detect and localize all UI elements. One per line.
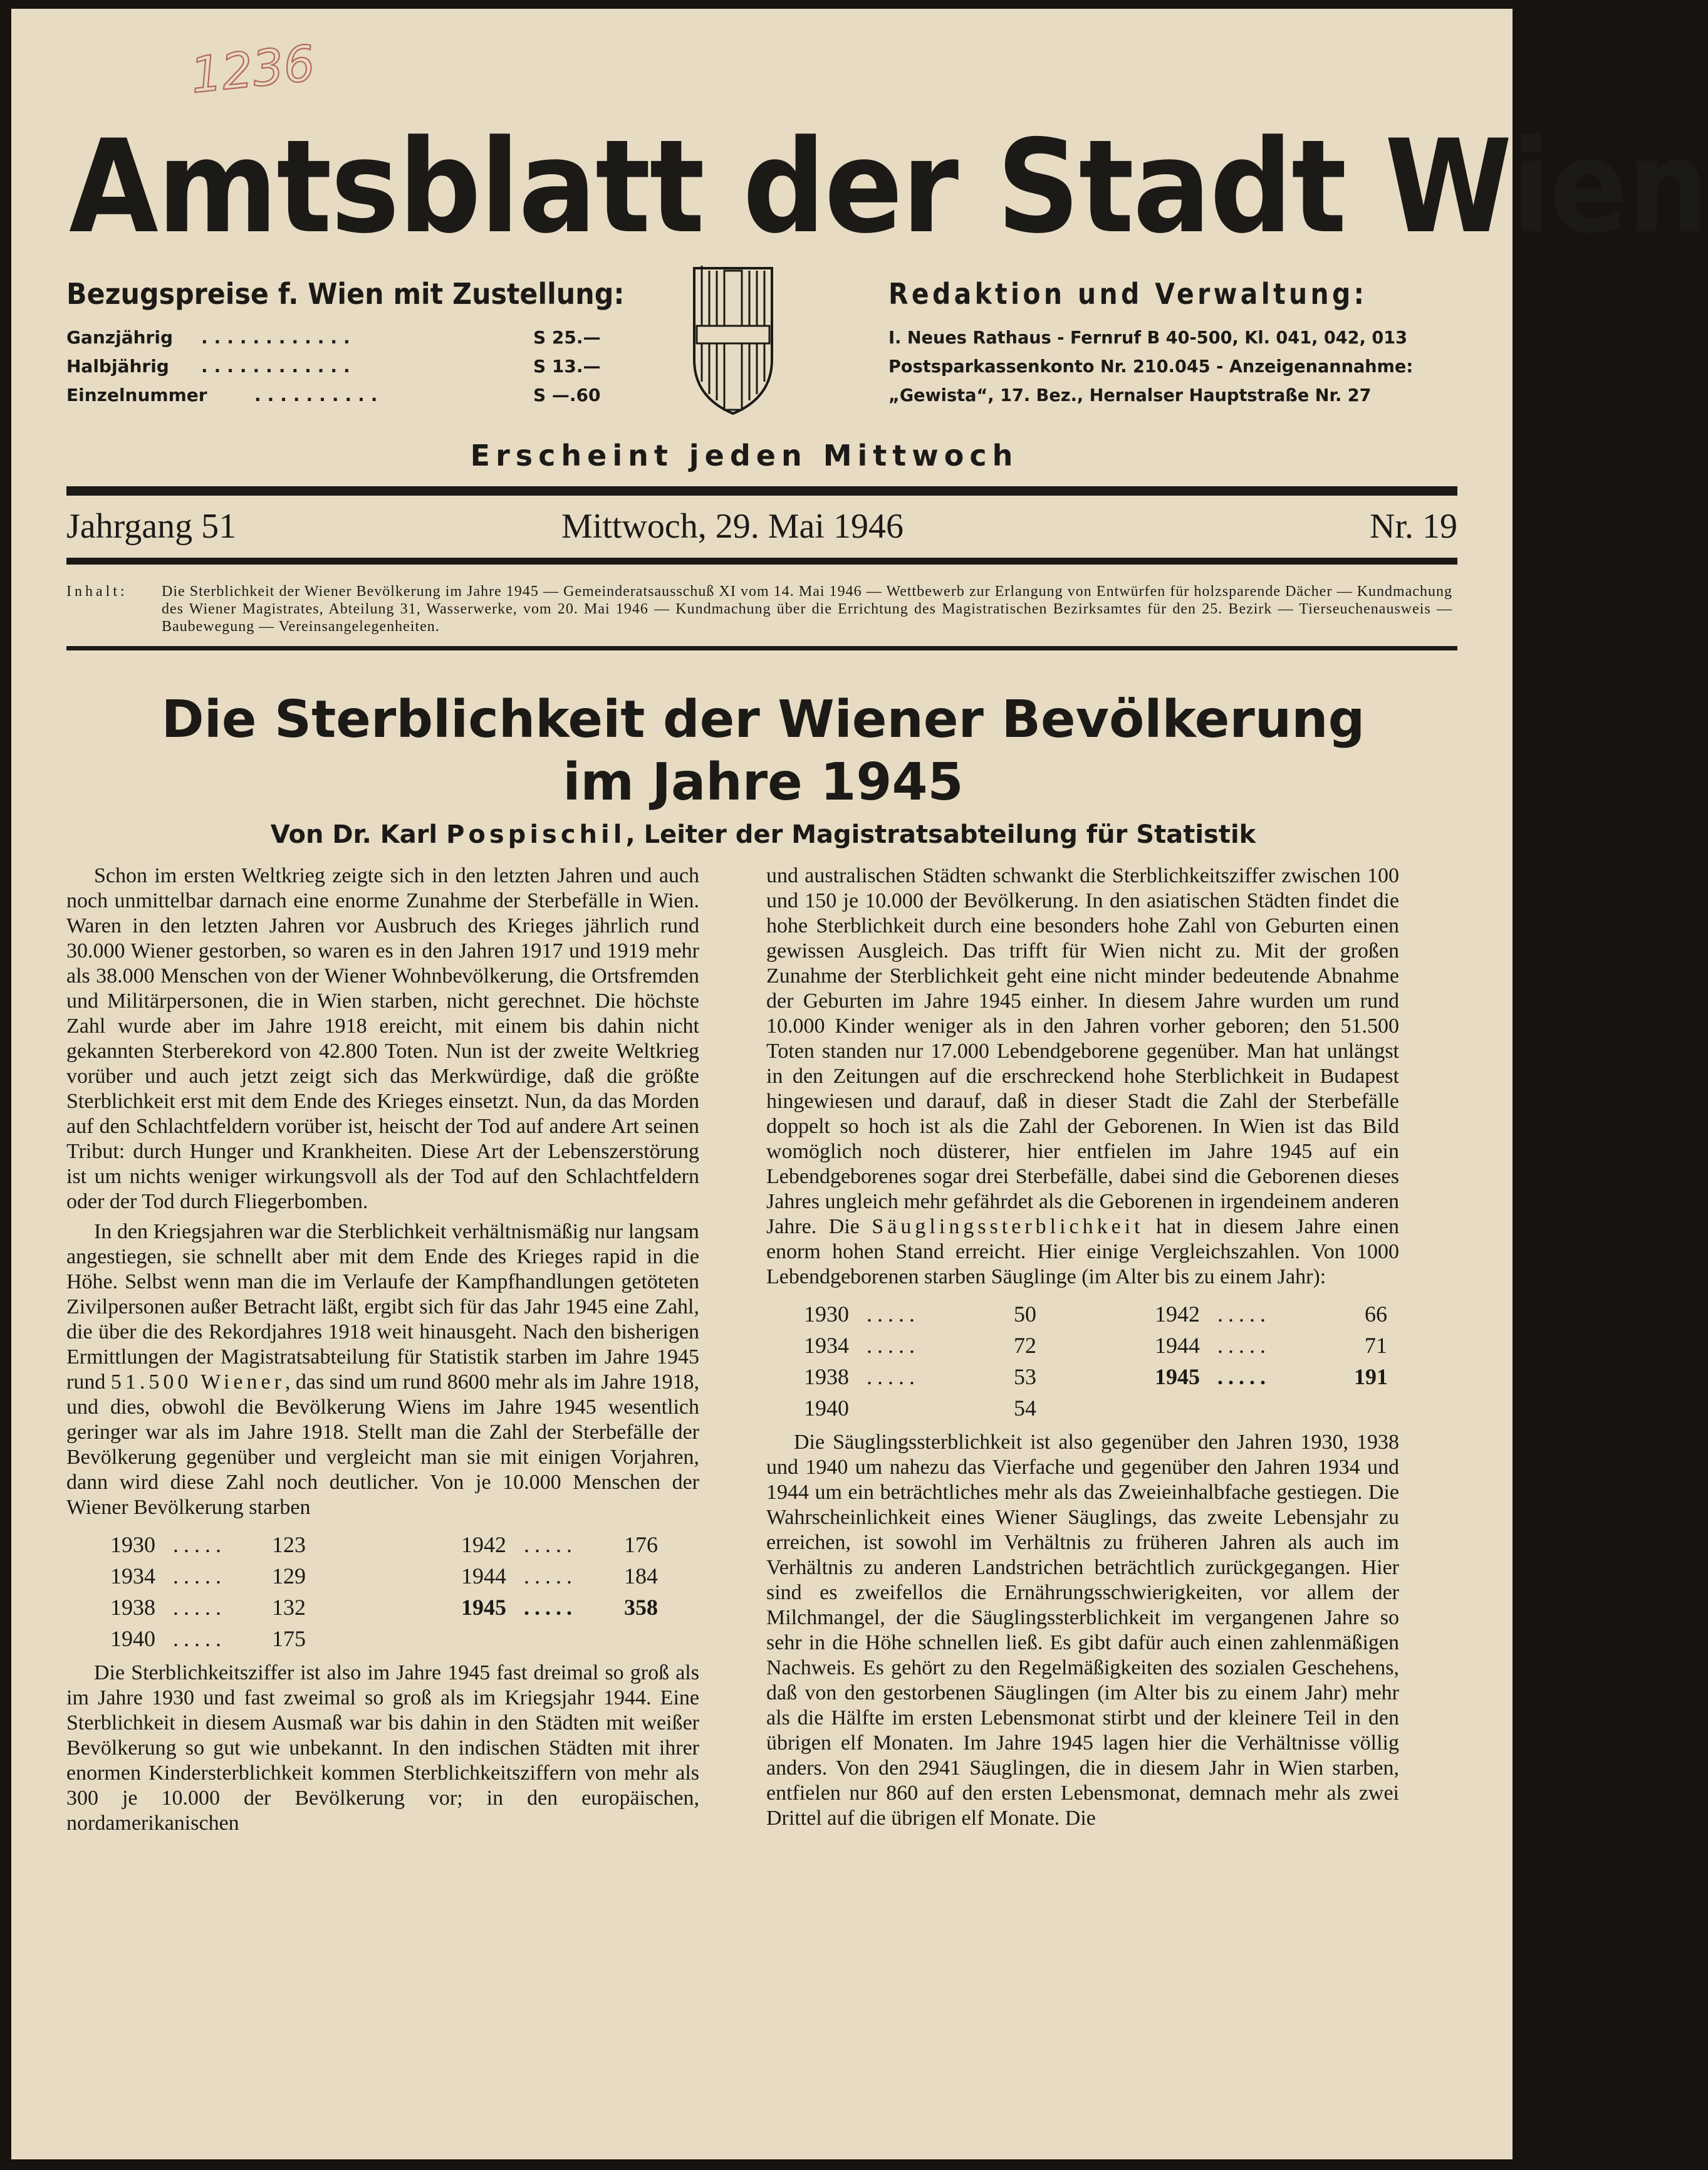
paragraph: Schon im ersten Weltkrieg zeigte sich in den letzten Jahren und auch noch unmittelbar darnach eine enorme Zunahme der Sterbefälle in Wien. Waren in den letzten Jahren vor Ausbruch des Krieges jährlich rund 30.000 Wiener gestorben, so waren es in den Jahren 1917 und 1919 mehr als 38.000 Menschen von der Wiener Wohnbevölkerung, die Ortsfremden und Militärpersonen, die in Wien starben, nicht gerechnet. Die höchste Zahl wurde aber im Jahre 1918 ereicht, mit einem bis dahin nicht gekannten Sterberekord von 42.800 Toten. Nun ist der zweite Weltkrieg vorüber und auch jetzt zeigt sich das Merkwürdige, daß die größte Sterblichkeit erst mit dem Ende des Krieges einsetzt. Nun, da das Morden auf den Schlachtfeldern vorüber ist, heischt der Tod auf andere Art seinen Tribut: durch Hunger und Krankheiten. Diese Art der Lebenszerstörung ist um nichts weniger wirkungsvoll als der Tod auf den Schlachtfeldern oder der Tod durch Fliegerbomben. <box>66 864 699 1213</box>
subscription-title: Bezugspreise f. Wien mit Zustellung: <box>66 277 625 311</box>
value-cell: 71 <box>1365 1333 1387 1358</box>
price-dots: ............ <box>201 356 357 377</box>
dots: ..... <box>867 1301 920 1327</box>
year-cell: 1944 <box>461 1563 506 1588</box>
year-cell: 1938 <box>110 1595 155 1620</box>
year-cell: 1945 <box>1155 1364 1200 1389</box>
year-cell: 1930 <box>804 1301 849 1327</box>
dots: ..... <box>524 1563 577 1588</box>
price-label: Halbjährig <box>66 356 169 377</box>
paragraph <box>766 863 1399 1290</box>
value-cell: 191 <box>1354 1364 1388 1389</box>
year-cell: 1945 <box>461 1595 506 1620</box>
dots: ..... <box>524 1595 577 1620</box>
price-row <box>66 381 604 410</box>
contents-text: Die Sterblichkeit der Wiener Bevölkerung im Jahre 1945 — Gemeinderatsausschuß XI vom 14. Mai 1946 — Wettbewerb zur Erlangung von Entwürfen für holzsparende Dächer — Kundmachung des Wiener Magistrates, Abteilung 31, Wasserwerke, vom 20. Mai 1946 — Kundmachung über die Errichtung des Magistratischen Bezirksamtes für den 25. Bezirk — Tierseuchenausweis — Baubewegung — Vereinsangelegenheiten. <box>162 583 1452 635</box>
value-cell: 66 <box>1365 1301 1387 1327</box>
pencil-archive-number <box>187 31 350 105</box>
contents-bottom-rule <box>66 646 1457 650</box>
year-cell: 1940 <box>804 1395 849 1421</box>
year-cell: 1940 <box>110 1626 155 1651</box>
price-label: Ganzjährig <box>66 327 173 348</box>
year-cell: 1944 <box>1155 1333 1200 1358</box>
year-cell: 1942 <box>461 1532 506 1557</box>
headline-line: im Jahre 1945 <box>563 753 964 812</box>
dots: ..... <box>173 1532 226 1557</box>
dots: ..... <box>1217 1301 1271 1327</box>
volume-number: Jahrgang 51 <box>66 507 237 546</box>
value-cell: 129 <box>272 1563 306 1588</box>
emphasis-text: 51.500 Wiener <box>110 1370 285 1394</box>
value-cell: 176 <box>624 1532 658 1557</box>
price-dots: ............ <box>201 327 357 348</box>
article-column-left <box>66 863 699 1836</box>
article-headline <box>49 689 1477 814</box>
price-value: S 25.— <box>533 327 601 348</box>
contents-top-rule <box>66 558 1457 565</box>
svg-text:1236: 1236 <box>187 35 318 105</box>
editorial-line: I. Neues Rathaus - Fernruf B 40-500, Kl. 041, 042, 013 <box>888 327 1408 348</box>
editorial-line: Postsparkassenkonto Nr. 210.045 - Anzeigenannahme: <box>888 356 1414 377</box>
author-name: Pospischil <box>446 820 626 849</box>
paragraph-text: In den Kriegsjahren war die Sterblichkeit verhältnismäßig nur langsam angestiegen, sie schnellt aber mit dem Ende des Krieges rapid in die Höhe. Selbst wenn man die im Verlaufe der Kampfhandlungen getöteten Zivilpersonen außer Betracht läßt, ergibt sich für das Jahr 1945 eine Zahl, die über die des Rekordjahres 1918 weit hinausgeht. Nach den bisherigen Ermittlungen der Magistratsabteilung für Statistik starben im Jahre 1945 rund <box>66 1220 699 1394</box>
paragraph-text: und australischen Städten schwankt die Sterblichkeitsziffer zwischen 100 und 150 je 10.000 der Bevölkerung. In den asiatischen Städten findet die hohe Sterblichkeit durch eine besonders hohe Zahl von Geburten einen gewissen Ausgleich. Das trifft für Wien nicht zu. Mit der großen Zunahme der Sterblichkeit geht eine nicht minder bedeutende Abnahme der Geburten im Jahre 1945 einher. In diesem Jahre wurden um rund 10.000 Kinder weniger als in den Jahren vorher geboren; den 51.500 Toten standen nur 17.000 Lebendgeborene gegenüber. Man hat unlängst in den Zeitungen auf die erschreckend hohe Sterblichkeit in Budapest hingewiesen und darauf, daß in dieser Stadt die Zahl der Sterbefälle doppelt so hoch ist als die Zahl der Geborenen. In Wien ist das Bild womöglich noch düsterer, hier entfielen im Jahre 1945 auf ein Lebendgeborenes sogar drei Sterbefälle, dabei sind die Geborenen dieses Jahres ungleich mehr gefährdet als die Geborenen in irgendeinem anderen Jahre. Die <box>766 864 1399 1238</box>
dots: ..... <box>867 1333 920 1358</box>
price-row <box>66 352 604 381</box>
article-column-right <box>766 863 1399 1831</box>
paragraph <box>66 1219 699 1520</box>
value-cell: 358 <box>624 1595 658 1620</box>
byline-prefix: Von Dr. Karl <box>270 820 438 849</box>
dots: ..... <box>1217 1333 1271 1358</box>
infant-mortality-table <box>766 1298 1399 1424</box>
price-value: S —.60 <box>533 385 601 405</box>
value-cell: 175 <box>272 1626 306 1651</box>
publication-frequency: Erscheint jeden Mittwoch <box>470 439 1019 472</box>
editorial-title: Redaktion und Verwaltung: <box>888 277 1368 311</box>
year-cell: 1930 <box>110 1532 155 1557</box>
value-cell: 184 <box>624 1563 658 1588</box>
issue-number: Nr. 19 <box>1370 507 1457 546</box>
year-cell: 1938 <box>804 1364 849 1389</box>
paragraph-text: , das sind um rund 8600 mehr als im Jahre 1918, und dies, obwohl die Bevölkerung Wiens im Jahre 1945 wesentlich geringer war als im Jahre 1918. Stellt man die Zahl der Sterbefälle der Bevölkerung gegenüber und vergleicht man sie mit einigen Vorjahren, dann wird diese Zahl noch deutlicher. Von je 10.000 Menschen der Wiener Bevölkerung starben <box>66 1370 699 1519</box>
value-cell: 53 <box>1014 1364 1036 1389</box>
masthead-title: Amtsblatt der Stadt Wien <box>69 113 1708 262</box>
emphasis-text: Säuglingssterblichkeit <box>872 1215 1144 1238</box>
value-cell: 123 <box>272 1532 306 1557</box>
headline-line: Die Sterblichkeit der Wiener Bevölkerung <box>161 690 1365 749</box>
editorial-line: „Gewista“, 17. Bez., Hernalser Hauptstraße Nr. 27 <box>888 385 1372 405</box>
value-cell: 72 <box>1014 1333 1036 1358</box>
dots: ..... <box>173 1626 226 1651</box>
paragraph-text: hat in diesem Jahre einen enorm hohen Stand erreicht. Hier einige Vergleichszahlen. Von 1000 Lebendgeborenen starben Säuglinge (im Alter bis zu einem Jahr): <box>766 1215 1399 1288</box>
byline-suffix: , Leiter der Magistratsabteilung für Statistik <box>625 820 1256 849</box>
price-label: Einzelnummer <box>66 385 207 405</box>
dateline <box>66 501 1457 551</box>
newspaper-page <box>11 9 1708 2159</box>
value-cell: 50 <box>1014 1301 1036 1327</box>
top-rule <box>66 486 1457 496</box>
value-cell: 132 <box>272 1595 306 1620</box>
dots: ..... <box>867 1364 920 1389</box>
dots: ..... <box>173 1563 226 1588</box>
contents-label: Inhalt: <box>66 583 128 600</box>
paragraph: Die Säuglingssterblichkeit ist also gegenüber den Jahren 1930, 1938 und 1940 um nahezu das Vierfache und gegenüber den Jahren 1934 und 1944 um ein beträchtliches mehr als das Zweieinhalbfache gestiegen. Die Wahrscheinlichkeit eines Wiener Säuglings, das zweite Lebensjahr zu erreichen, ist sowohl im Verhältnis zu früheren Jahren als auch im Verhältnis zu anderen Landstrichen beträchtlich zurückgegangen. Hier sind es zweifellos die Ernährungsschwierigkeiten, vor allem der Milchmangel, der die Säuglingssterblichkeit im vergangenen Jahre so sehr in die Höhe schnellen ließ. Es gibt dafür auch einen zahlenmäßigen Nachweis. Es gehört zu den Regelmäßigkeiten des sozialen Geschehens, daß von den gestorbenen Säuglingen (im Alter bis zu einem Jahr) mehr als die Hälfte im ersten Lebensmonat stirbt und der kleinere Teil in den übrigen elf Monaten. Im Jahre 1945 lagen hier die Verhältnisse völlig anders. Von den 2941 Säuglingen, die in diesem Jahr in Wien starben, entfielen nur 860 auf den ersten Lebensmonat, demnach mehr als zwei Drittel auf die übrigen elf Monate. Die <box>766 1431 1399 1830</box>
dots: ..... <box>524 1532 577 1557</box>
article-byline <box>49 817 1477 852</box>
year-cell: 1942 <box>1155 1301 1200 1327</box>
year-cell: 1934 <box>804 1333 849 1358</box>
paragraph: Die Sterblichkeitsziffer ist also im Jahre 1945 fast dreimal so groß als im Jahre 1930 und fast zweimal so groß als im Kriegsjahr 1944. Eine Sterblichkeit in diesem Ausmaß war bis dahin in den Städten mit weißer Bevölkerung so gut wie unbekannt. In den indischen Städten mit ihrer enormen Kindersterblichkeit kommen Sterblichkeitsziffern von mehr als 300 je 10.000 der Bevölkerung vor; in den europäischen, nordamerikanischen <box>66 1661 699 1835</box>
mortality-table <box>66 1529 699 1654</box>
issue-date: Mittwoch, 29. Mai 1946 <box>561 507 903 546</box>
value-cell: 54 <box>1014 1395 1036 1421</box>
price-value: S 13.— <box>533 356 601 377</box>
price-row <box>66 323 604 352</box>
dots: ..... <box>1217 1364 1271 1389</box>
price-dots: .......... <box>254 385 384 405</box>
dots: ..... <box>173 1595 226 1620</box>
vienna-coat-of-arms-icon <box>692 266 774 416</box>
year-cell: 1934 <box>110 1563 155 1588</box>
